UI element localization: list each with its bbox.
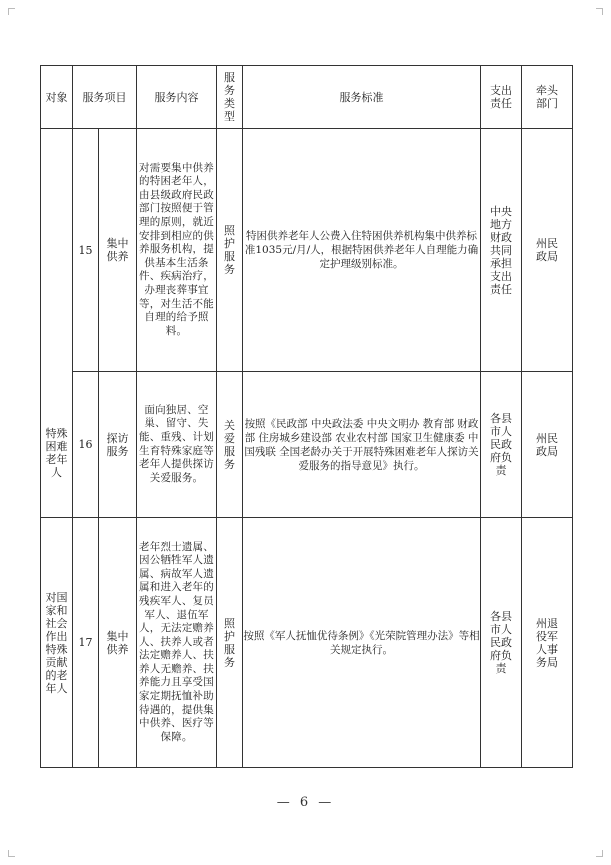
- cell-expense-responsibility: [481, 372, 522, 518]
- cell-number: 16: [73, 372, 99, 518]
- service-type-label: 照护服务: [224, 224, 235, 276]
- header-service-item: 服务项目: [73, 66, 137, 129]
- header-service-content: 服务内容: [137, 66, 217, 129]
- cell-service-item: [99, 129, 137, 372]
- header-expense-responsibility: [481, 66, 522, 129]
- service-item-label: 集中供养: [106, 629, 129, 656]
- cell-expense-responsibility: [481, 518, 522, 768]
- page-corner-mark: [8, 850, 15, 857]
- table-row: [41, 518, 573, 768]
- cell-service-content: 对需要集中供养的特困老年人，由县级政府民政部门按照便于管理的原则，就近安排到相应的供养服务机构，提供基本生活条件、疾病治疗，办理丧葬事宜等，对生活不能自理的给予照料。: [137, 129, 217, 372]
- cell-object: [41, 129, 73, 518]
- table-row: [41, 372, 573, 518]
- expense-responsibility-label: 中央地方财政共同承担支出责任: [490, 204, 512, 296]
- cell-service-standard: 特困供养老年人公费入住特困供养机构集中供养标准1035元/月/人，根据特困供养老年人自理能力确定护理级别标准。: [243, 129, 481, 372]
- service-type-label: 照护服务: [224, 616, 235, 669]
- cell-service-type: [217, 518, 243, 768]
- page-corner-mark: [8, 8, 15, 15]
- lead-department-label: 州民政局: [536, 431, 558, 458]
- cell-number: 17: [73, 518, 99, 768]
- cell-number: 15: [73, 129, 99, 372]
- cell-lead-department: [522, 129, 573, 372]
- page-number: — 6 —: [276, 795, 335, 810]
- header-object: 对象: [41, 66, 73, 129]
- cell-expense-responsibility: [481, 129, 522, 372]
- cell-service-content: 老年烈士遗属、因公牺牲军人遗属、病故军人遗属和进入老年的残疾军人、复员军人、退伍军人，无法定赡养人、扶养人或者法定赡养人、扶养人无赡养、扶养能力且享受国家定期抚恤补助待遇的，提供集中供养、医疗等保障。: [137, 518, 217, 768]
- cell-service-item: [99, 372, 137, 518]
- object-label: 特殊困难老年人: [45, 427, 68, 479]
- cell-lead-department: [522, 372, 573, 518]
- cell-object: [41, 518, 73, 768]
- page-corner-mark: [596, 8, 603, 15]
- service-item-label: 集中供养: [106, 237, 129, 263]
- expense-responsibility-label: 各县市人民政府负责: [490, 412, 512, 477]
- object-label: 对国家和社会作出特殊贡献的老年人: [45, 590, 68, 695]
- lead-department-label: 州民政局: [536, 237, 558, 263]
- header-service-standard: 服务标准: [243, 66, 481, 129]
- expense-responsibility-label: 各县市人民政府负责: [490, 610, 512, 675]
- table-header-row: [41, 66, 573, 129]
- header-service-type-label: 服务类型: [224, 71, 235, 123]
- page-corner-mark: [596, 850, 603, 857]
- header-service-type: [217, 66, 243, 129]
- cell-service-standard: 按照《军人抚恤优待条例》《光荣院管理办法》等相关规定执行。: [243, 518, 481, 768]
- service-type-label: 关爱服务: [224, 418, 235, 471]
- lead-department-label: 州退役军人事务局: [536, 616, 558, 669]
- header-lead-department: [522, 66, 573, 129]
- service-item-label: 探访服务: [106, 431, 129, 458]
- cell-service-type: [217, 129, 243, 372]
- table-row: [41, 129, 573, 372]
- cell-service-standard: 按照《民政部 中央政法委 中央文明办 教育部 财政部 住房城乡建设部 农业农村部 国家卫生健康委 中国残联 全国老龄办关于开展特殊困难老年人探访关爱服务的指导意见》执行。: [243, 372, 481, 518]
- cell-service-type: [217, 372, 243, 518]
- header-expense-responsibility-label: 支出责任: [490, 84, 512, 110]
- cell-lead-department: [522, 518, 573, 768]
- cell-service-item: [99, 518, 137, 768]
- cell-service-content: 面向独居、空巢、留守、失能、重残、计划生育特殊家庭等老年人提供探访关爱服务。: [137, 372, 217, 518]
- header-lead-department-label: 牵头部门: [536, 84, 558, 110]
- service-table: [40, 65, 573, 768]
